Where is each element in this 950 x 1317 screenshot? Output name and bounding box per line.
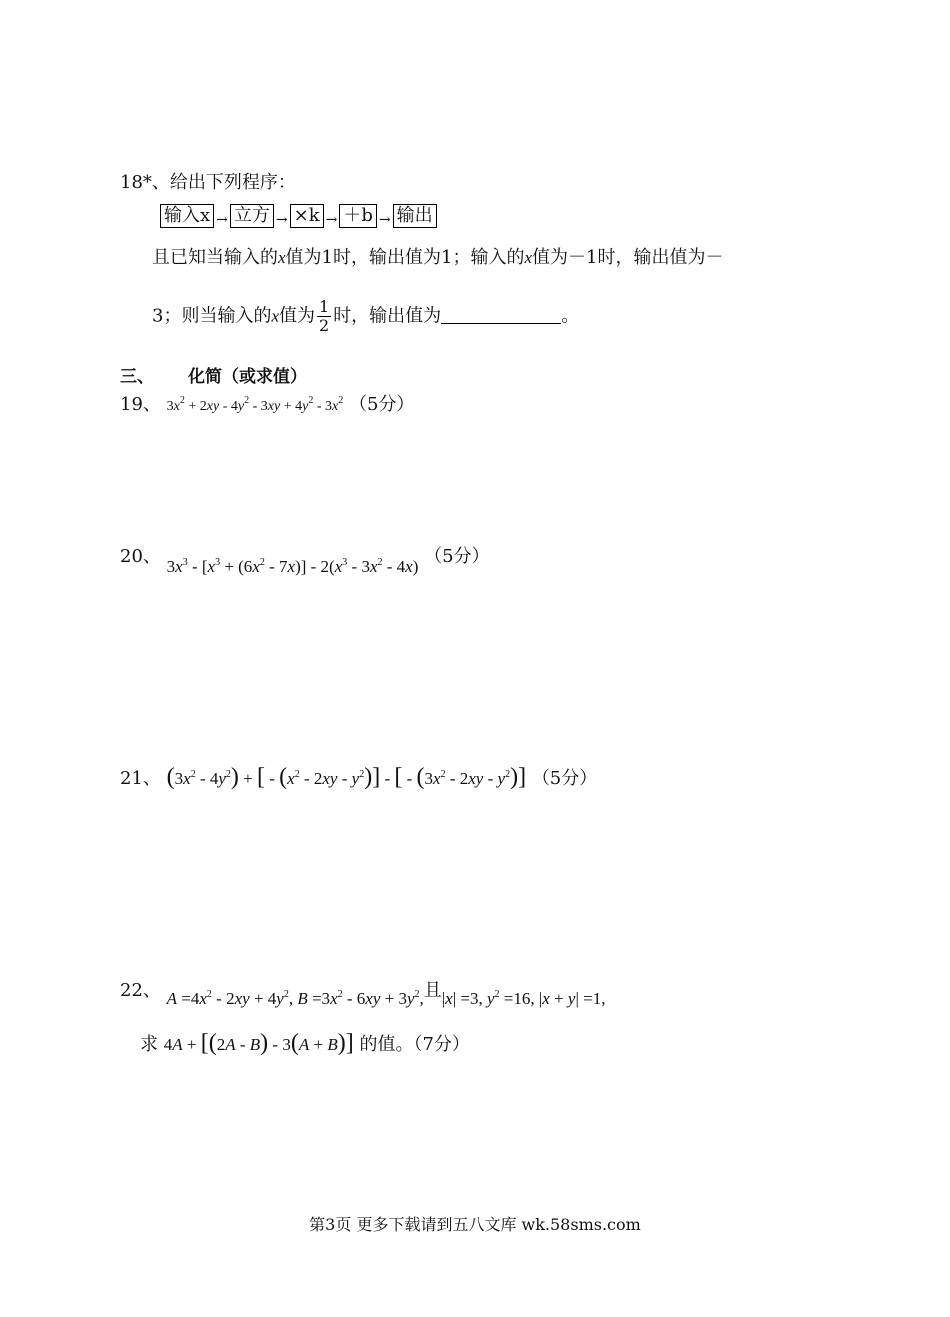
q18-line1: 且已知当输入的x值为1时，输出值为1；输入的x值为－1时，输出值为－ xyxy=(152,247,724,268)
q19-expression: $3x^2 + 2xy - 4y^2 - 3xy + 4y^2 - 3x^2$ xyxy=(166,395,344,414)
arrow-right-icon: → xyxy=(325,212,338,228)
q22-ask: 求 xyxy=(140,1034,158,1055)
fraction-one-half: $\frac{1}{2}$ xyxy=(319,297,330,335)
flow-box-cube: 立方 xyxy=(230,204,274,228)
arrow-right-icon: → xyxy=(275,212,288,228)
answer-blank xyxy=(441,305,561,324)
q18-label: 18*、给出下列程序： xyxy=(120,172,296,193)
q22-conditions: |x| =3, $y^2 =16$, |x + y| =1, xyxy=(441,989,606,1008)
q20 xyxy=(120,542,490,576)
q21-points: （5分） xyxy=(531,768,598,789)
q22-cond: 且 xyxy=(423,980,442,1001)
section-title: 三、 化简（或求值） xyxy=(120,367,307,387)
q21-label: 21、 xyxy=(120,768,161,789)
q22-definitions: $A =4x^2 - 2xy + 4y^2$, $B =3x^2 - 6xy + 3y^2$, xyxy=(166,989,424,1008)
q18-flowchart xyxy=(160,204,437,228)
q22-label: 22、 xyxy=(120,980,161,1001)
q21 xyxy=(120,764,597,790)
flow-box-times-k: ×k xyxy=(290,204,324,228)
q19-points: （5分） xyxy=(348,394,415,415)
q20-label: 20、 xyxy=(120,546,161,567)
q20-points: （5分） xyxy=(424,546,490,567)
q19 xyxy=(120,390,414,416)
q22-expression: 4A + [(2A - B) - 3(A + B)] xyxy=(163,1030,354,1056)
q22-tail: 的值。（7分） xyxy=(359,1034,470,1055)
q19-label: 19、 xyxy=(120,394,161,415)
var-x: x xyxy=(524,248,532,267)
page-footer: 第3页 更多下载请到五八文库 wk.58sms.com xyxy=(309,1215,641,1234)
q18-line2: 3；则当输入的x值为 $\frac{1}{2}$ 时，输出值为 。 xyxy=(152,297,580,335)
var-x: x xyxy=(278,248,286,267)
flow-box-input: 输入x xyxy=(160,204,214,228)
var-x: x xyxy=(271,306,279,326)
q22-line1 xyxy=(120,976,606,1008)
arrow-right-icon: → xyxy=(216,212,228,228)
q21-expression: $(3x^2 - 4y^2)$ + [ - $(x^2 - 2xy - y^2)$] - [ - $(3x^2 - 2xy - y^2)$] xyxy=(166,764,527,790)
flow-box-plus-b: ＋b xyxy=(339,204,377,228)
flow-box-output: 输出 xyxy=(393,204,437,228)
arrow-right-icon: → xyxy=(378,212,391,228)
q22-line2 xyxy=(140,1030,470,1056)
q20-expression: $3x^3 - [x^3 + (6x^2 - 7x)] - 2(x^3 - 3x^2 - 4x)$ xyxy=(166,557,419,576)
